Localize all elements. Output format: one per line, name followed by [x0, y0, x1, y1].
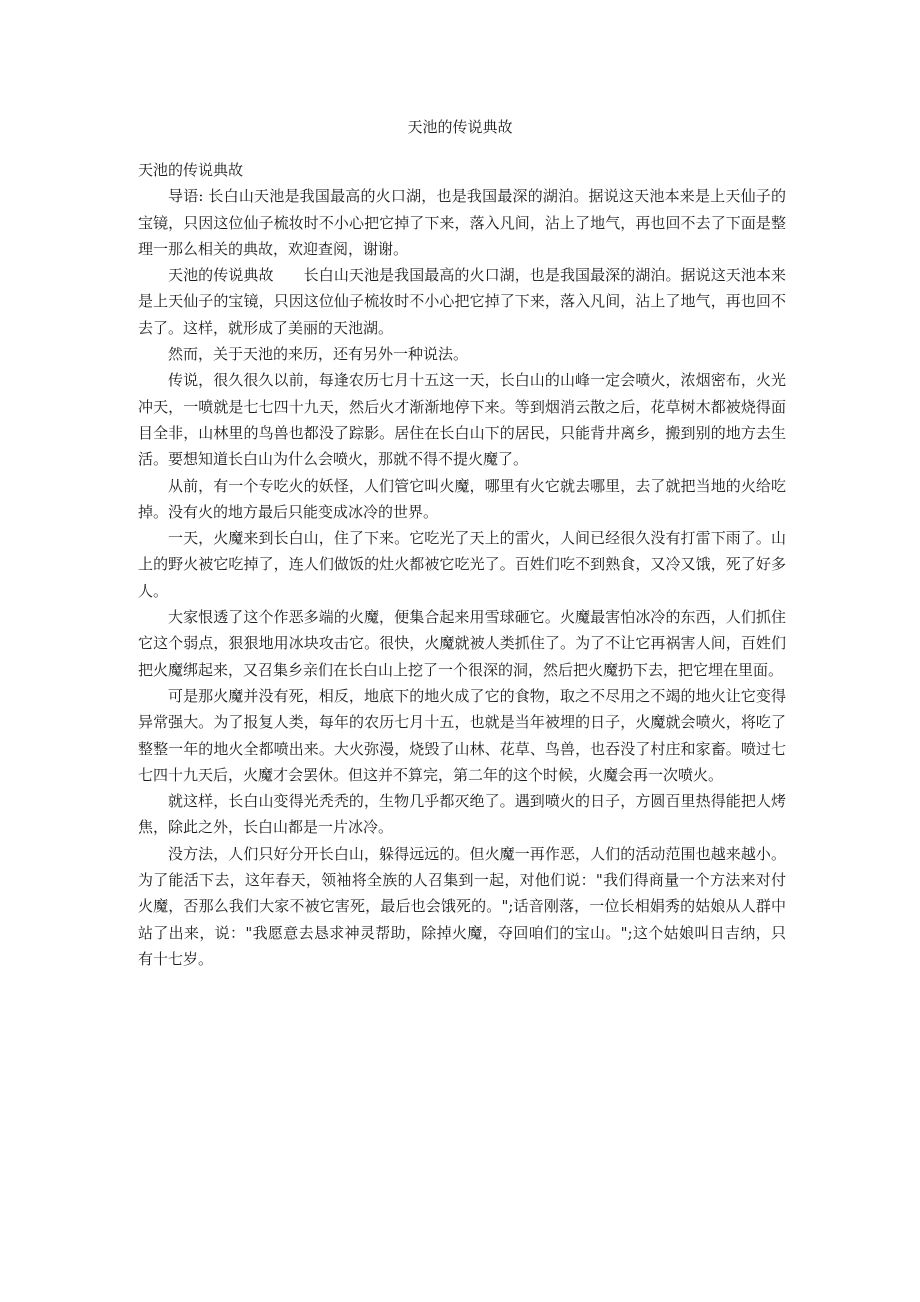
paragraph-demon-buried: 大家恨透了这个作恶多端的火魔，便集合起来用雪球砸它。火魔最害怕冰冷的东西，人们抓住它这个弱点，狠狠地用冰块攻击它。很快，火魔就被人类抓住了。为了不让它再祸害人间，百姓们把火魔绑起来，又召集乡亲们在长白山上挖了一个很深的洞，然后把火魔扔下去，把它埋在里面。 [138, 608, 786, 679]
document-title: 天池的传说典故 [407, 118, 513, 136]
paragraph-fire-demon: 从前，有一个专吃火的妖怪，人们管它叫火魔，哪里有火它就去哪里，去了就把当地的火给吃掉。没有火的地方最后只能变成冰冷的世界。 [138, 476, 786, 521]
paragraph-barren-mountain: 就这样，长白山变得光秃秃的，生物几乎都灭绝了。遇到喷火的日子，方圆百里热得能把人烤焦，除此之外，长白山都是一片冰冷。 [138, 792, 786, 837]
section-heading: 天池的传说典故 [138, 161, 244, 179]
document-body [138, 157, 786, 972]
paragraph-legend-mirror: 天池的传说典故 长白山天池是我国最高的火口湖，也是我国最深的湖泊。据说这天池本来是上天仙子的宝镜，只因这位仙子梳妆时不小心把它掉了下来，落入凡间，沾上了地气，再也回不去了。这样，就形成了美丽的天池湖。 [138, 266, 786, 337]
paragraph-another-version: 然而，关于天池的来历，还有另外一种说法。 [168, 345, 469, 364]
paragraph-intro: 导语: 长白山天池是我国最高的火口湖，也是我国最深的湖泊。据说这天池本来是上天仙子的宝镜，只因这位仙子梳妆时不小心把它掉了下来，落入凡间，沾上了地气，再也回不去了下面是整理一那么相关的典故，欢迎查阅，谢谢。 [138, 187, 786, 258]
paragraph-rijina: 没方法，人们只好分开长白山，躲得远远的。但火魔一再作恶，人们的活动范围也越来越小。为了能活下去，这年春天，领袖将全族的人召集到一起，对他们说："我们得商量一个方法来对付火魔，否那么我们大家不被它害死，最后也会饿死的。";话音刚落，一位长相娟秀的姑娘从人群中站了出来，说："我愿意去恳求神灵帮助，除掉火魔，夺回咱们的宝山。";这个姑娘叫日吉纳，只有十七岁。 [138, 844, 786, 968]
paragraph-demon-revenge: 可是那火魔并没有死，相反，地底下的地火成了它的食物，取之不尽用之不竭的地火让它变得异常强大。为了报复人类，每年的农历七月十五，也就是当年被埋的日子，火魔就会喷火，将吃了整整一年的地火全都喷出来。大火弥漫，烧毁了山林、花草、鸟兽，也吞没了村庄和家畜。喷过七七四十九天后，火魔才会罢休。但这并不算完，第二年的这个时候，火魔会再一次喷火。 [138, 686, 786, 784]
paragraph-eruption: 传说，很久很久以前，每逢农历七月十五这一天，长白山的山峰一定会喷火，浓烟密布，火光冲天，一喷就是七七四十九天，然后火才渐渐地停下来。等到烟消云散之后，花草树木都被烧得面目全非，山林里的鸟兽也都没了踪影。居住在长白山下的居民，只能背井离乡，搬到别的地方去生活。要想知道长白山为什么会喷火，那就不得不提火魔了。 [138, 371, 786, 469]
paragraph-demon-arrives: 一天，火魔来到长白山，住了下来。它吃光了天上的雷火，人间已经很久没有打雷下雨了。山上的野火被它吃掉了，连人们做饭的灶火都被它吃光了。百姓们吃不到熟食，又冷又饿，死了好多人。 [138, 529, 786, 600]
